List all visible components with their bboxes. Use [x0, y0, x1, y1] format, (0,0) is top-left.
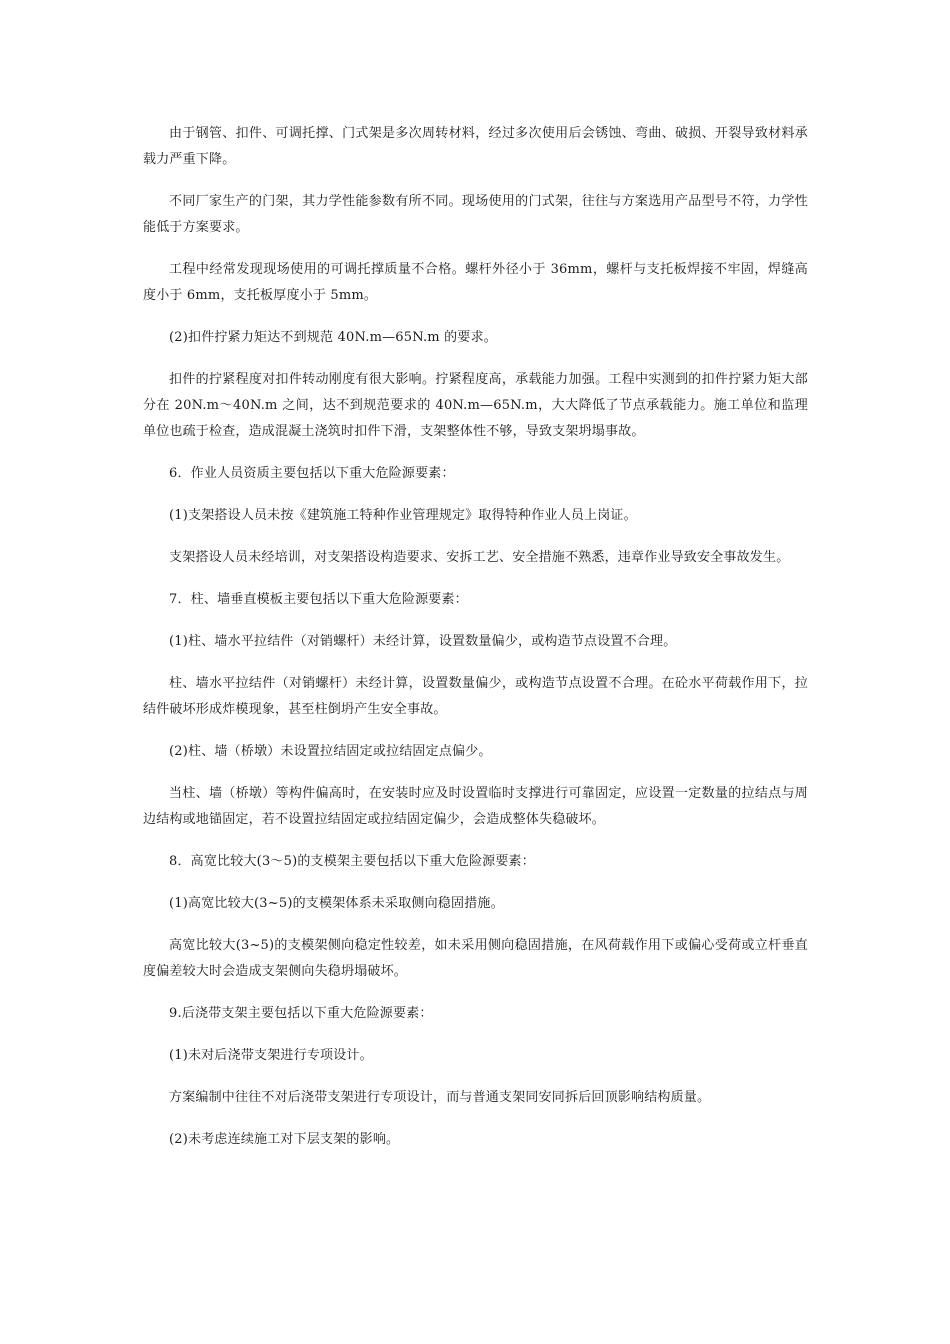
paragraph: 柱、墙水平拉结件（对销螺杆）未经计算，设置数量偏少，或构造节点设置不合理。在砼水平荷载作用下，拉结件破坏形成炸模现象，甚至柱倒坍产生安全事故。 [143, 676, 808, 717]
section-heading: 8．高宽比较大(3～5)的支模架主要包括以下重大危险源要素： [169, 854, 535, 869]
paragraph: 不同厂家生产的门架，其力学性能参数有所不同。现场使用的门式架，往往与方案选用产品型号不符，力学性能低于方案要求。 [143, 194, 808, 235]
paragraph: 扣件的拧紧程度对扣件转动刚度有很大影响。拧紧程度高，承载能力加强。工程中实测到的扣件拧紧力矩大部分在 20N.m～40N.m 之间，达不到规范要求的 40N.m—65N.m，大大降低了节点承载能力。施工单位和监理单位也疏于检查，造成混凝土浇筑时扣件下滑，支架整体性不够，导致支架坍塌事故。 [143, 372, 808, 439]
paragraph: (1)支架搭设人员未按《建筑施工特种作业管理规定》取得特种作业人员上岗证。 [169, 508, 637, 523]
paragraph: 当柱、墙（桥墩）等构件偏高时，在安装时应及时设置临时支撑进行可靠固定，应设置一定数量的拉结点与周边结构或地锚固定，若不设置拉结固定或拉结固定偏少，会造成整体失稳破坏。 [143, 786, 808, 827]
document-body [143, 121, 808, 1169]
paragraph: (2)扣件拧紧力矩达不到规范 40N.m—65N.m 的要求。 [169, 330, 497, 345]
paragraph: 高宽比较大(3~5)的支模架侧向稳定性较差，如未采用侧向稳固措施，在风荷载作用下或偏心受荷或立杆垂直度偏差较大时会造成支架侧向失稳坍塌破坏。 [143, 938, 808, 979]
paragraph: (2)柱、墙（桥墩）未设置拉结固定或拉结固定点偏少。 [169, 744, 492, 759]
paragraph: 工程中经常发现现场使用的可调托撑质量不合格。螺杆外径小于 36mm，螺杆与支托板焊接不牢固，焊缝高度小于 6mm，支托板厚度小于 5mm。 [143, 262, 808, 303]
paragraph: (1)柱、墙水平拉结件（对销螺杆）未经计算，设置数量偏少，或构造节点设置不合理。 [169, 634, 677, 649]
paragraph: 方案编制中往往不对后浇带支架进行专项设计，而与普通支架同安同拆后回顶影响结构质量。 [169, 1090, 711, 1105]
paragraph: (1)高宽比较大(3~5)的支模架体系未采取侧向稳固措施。 [169, 896, 504, 911]
paragraph: (1)未对后浇带支架进行专项设计。 [169, 1048, 373, 1063]
paragraph: (2)未考虑连续施工对下层支架的影响。 [169, 1132, 400, 1147]
paragraph: 由于钢管、扣件、可调托撑、门式架是多次周转材料，经过多次使用后会锈蚀、弯曲、破损、开裂导致材料承载力严重下降。 [143, 126, 808, 167]
paragraph: 支架搭设人员未经培训，对支架搭设构造要求、安拆工艺、安全措施不熟悉，违章作业导致安全事故发生。 [169, 550, 790, 565]
section-heading: 9.后浇带支架主要包括以下重大危险源要素： [169, 1006, 433, 1021]
section-heading: 6．作业人员资质主要包括以下重大危险源要素： [169, 466, 455, 481]
section-heading: 7．柱、墙垂直模板主要包括以下重大危险源要素： [169, 592, 468, 607]
